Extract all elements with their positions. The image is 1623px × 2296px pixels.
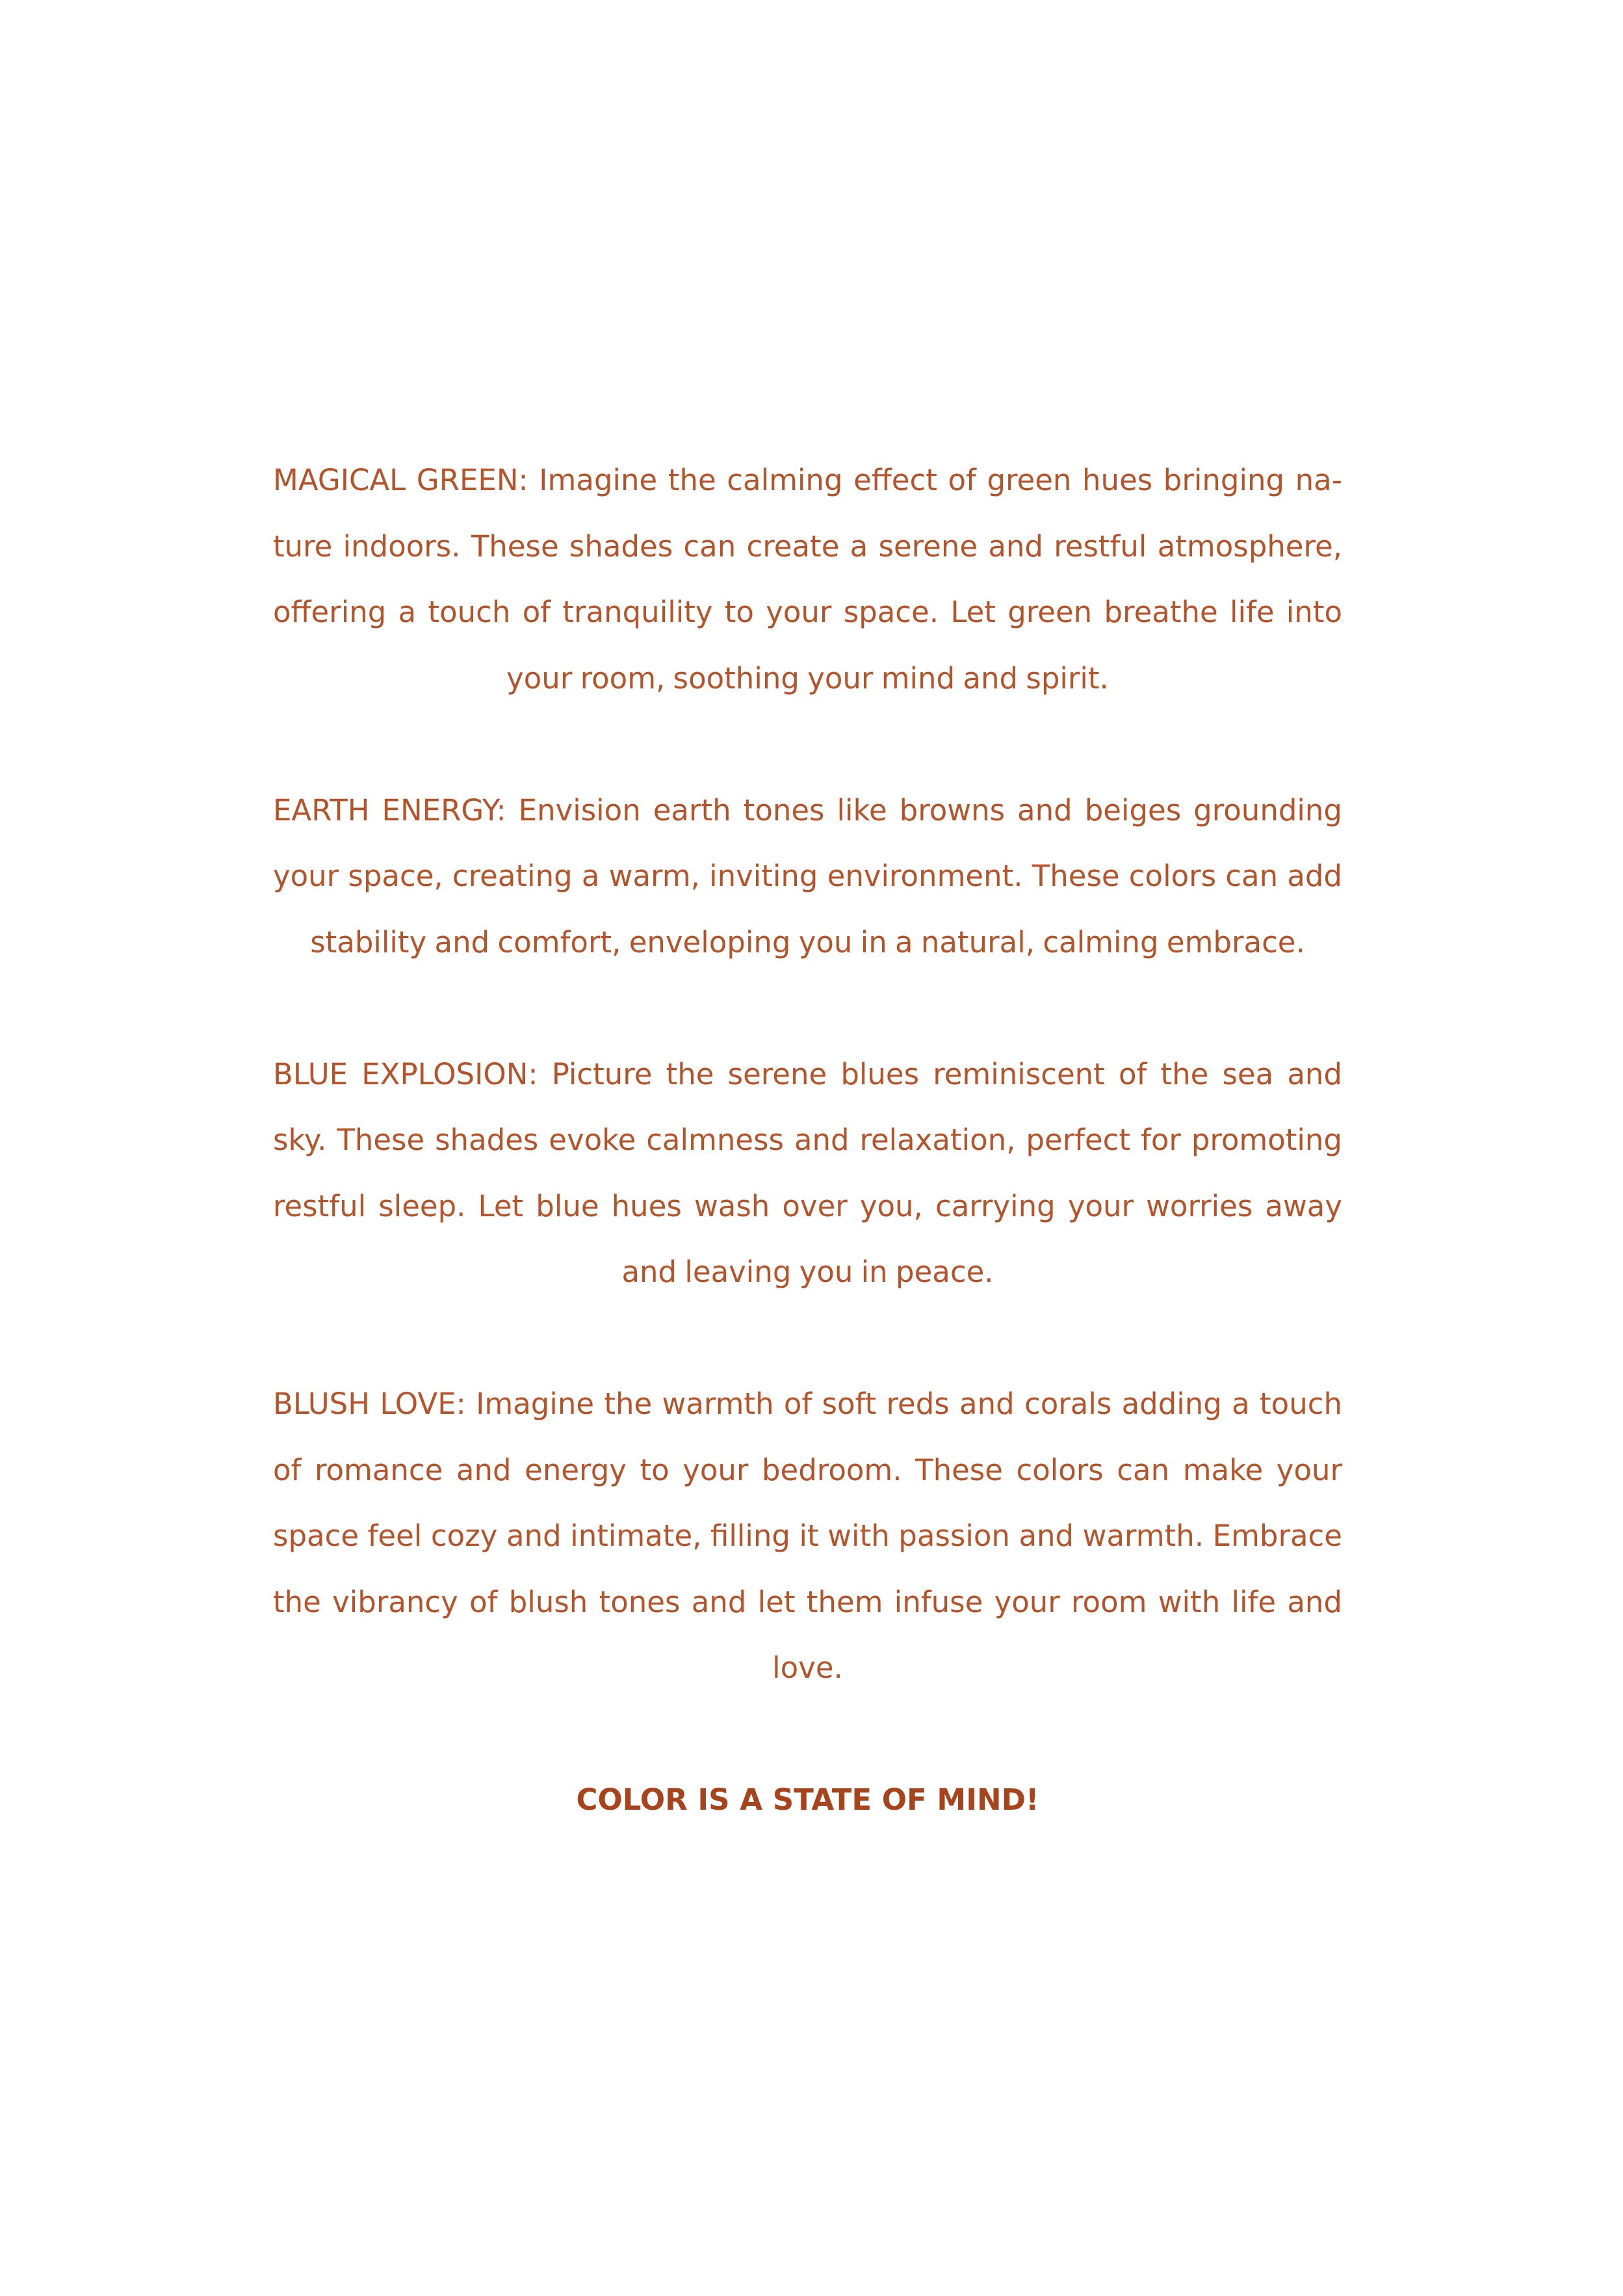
paragraph-blush-love: BLUSH LOVE: Imagine the warmth of soft reds and corals adding a touch of romance and energy to your bedroom. These colors can make your space feel cozy and intimate, filling it with passion and warmth. Embrace the vibrancy of blush tones and let them infuse your room with life and love. [273, 1387, 1342, 1685]
paragraph-blue-explosion: BLUE EXPLOSION: Picture the serene blues reminiscent of the sea and sky. These shades evoke calmness and relaxation, perfect for promoting restful sleep. Let blue hues wash over you, carrying your worries away and leaving you in peace. [273, 1056, 1342, 1289]
text-block [273, 447, 1342, 1833]
paragraph-magical-green: MAGICAL GREEN: Imagine the calming effect of green hues bringing nature indoors. These shades can create a serene and restful atmosphere, offering a touch of tranquility to your space. Let green breathe life into your room, soothing your mind and spirit. [273, 463, 1342, 696]
paragraph-spacer [273, 1701, 1342, 1768]
paragraph-earth-energy: EARTH ENERGY: Envision earth tones like browns and beiges grounding your space, creating a warm, inviting environment. These colors can add stability and comfort, enveloping you in a natural, calming embrace. [273, 792, 1342, 959]
paragraph-spacer [273, 1305, 1342, 1372]
paragraph-spacer [273, 975, 1342, 1041]
tagline: COLOR IS A STATE OF MIND! [576, 1782, 1039, 1817]
paragraph-spacer [273, 711, 1342, 777]
